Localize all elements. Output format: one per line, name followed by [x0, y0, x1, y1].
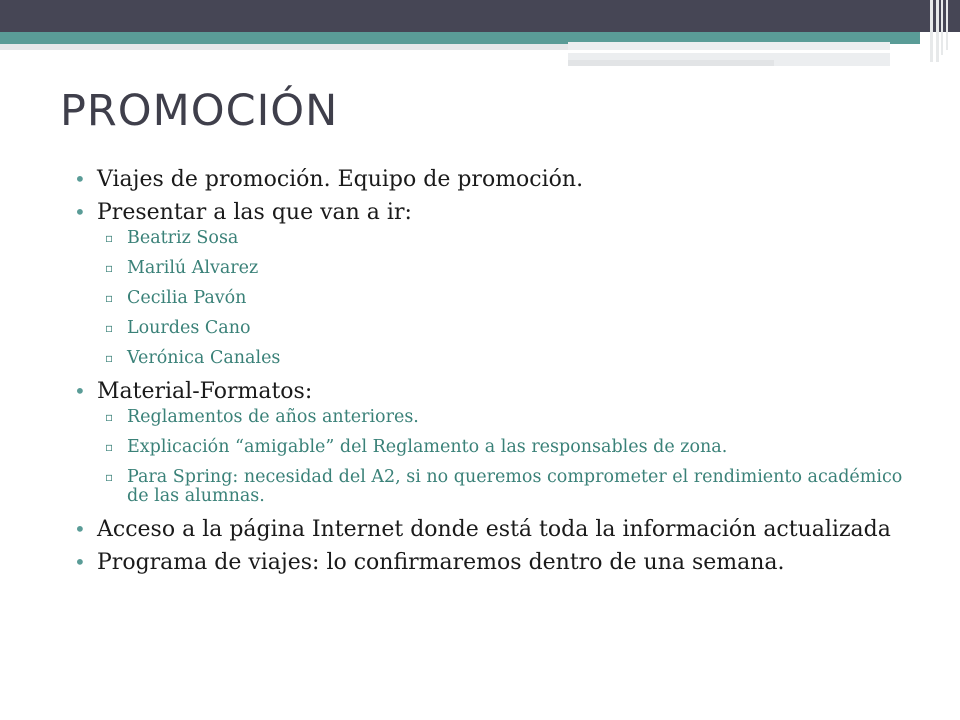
- decor-strip: [0, 44, 570, 50]
- bullet-dot-icon: •: [74, 550, 86, 574]
- sub-list: [74, 229, 904, 368]
- list-item: [74, 550, 904, 575]
- decor-vertical-line: [930, 0, 933, 62]
- bullet-dot-icon: •: [74, 517, 86, 541]
- bullet-square-icon: ▫: [105, 470, 114, 484]
- sub-item-text: Marilú Alvarez: [127, 258, 259, 278]
- sub-item-text: Cecilia Pavón: [127, 288, 247, 308]
- list-item-text: Viajes de promoción. Equipo de promoción.: [97, 167, 584, 192]
- sub-item-text: Lourdes Cano: [127, 318, 251, 338]
- bullet-dot-icon: •: [74, 379, 86, 403]
- sub-list-wrapper: [74, 229, 904, 368]
- header-bar: [0, 0, 960, 32]
- sub-list-item: [74, 468, 904, 506]
- sub-list-item: [74, 319, 904, 338]
- sub-item-text: Reglamentos de años anteriores.: [127, 407, 419, 427]
- sub-list-item: [74, 408, 904, 427]
- decor-vertical-line: [936, 0, 939, 62]
- sub-item-text: Explicación “amigable” del Reglamento a las responsables de zona.: [127, 437, 728, 457]
- bullet-square-icon: ▫: [105, 410, 114, 424]
- bullet-list: [74, 167, 904, 583]
- sub-list: [74, 408, 904, 506]
- decor-line: [568, 50, 890, 53]
- bullet-dot-icon: •: [74, 200, 86, 224]
- list-item-text: Programa de viajes: lo confirmaremos dentro de una semana.: [97, 550, 785, 575]
- decor-strip: [568, 60, 774, 66]
- sub-list-item: [74, 259, 904, 278]
- decor-vertical-line: [946, 0, 948, 50]
- list-item: [74, 517, 904, 542]
- sub-list-wrapper: [74, 408, 904, 506]
- sub-list-item: [74, 229, 904, 248]
- decor-vertical-line: [941, 0, 943, 55]
- list-item-text: Presentar a las que van a ir:: [97, 200, 412, 225]
- bullet-square-icon: ▫: [105, 351, 114, 365]
- list-item: [74, 167, 904, 192]
- list-item-text: Acceso a la página Internet donde está toda la información actualizada: [97, 517, 891, 542]
- bullet-square-icon: ▫: [105, 231, 114, 245]
- bullet-square-icon: ▫: [105, 440, 114, 454]
- list-item: [74, 200, 904, 225]
- sub-list-item: [74, 289, 904, 308]
- list-item: [74, 379, 904, 404]
- bullet-square-icon: ▫: [105, 321, 114, 335]
- sub-item-text: Beatriz Sosa: [127, 228, 239, 248]
- bullet-square-icon: ▫: [105, 291, 114, 305]
- sub-item-text: Verónica Canales: [127, 348, 281, 368]
- list-item-text: Material-Formatos:: [97, 379, 313, 404]
- bullet-dot-icon: •: [74, 167, 86, 191]
- sub-item-text: Para Spring: necesidad del A2, si no queremos comprometer el rendimiento académico de las alumnas.: [127, 467, 903, 506]
- slide-title: PROMOCIÓN: [60, 86, 339, 136]
- sub-list-item: [74, 349, 904, 368]
- sub-list-item: [74, 438, 904, 457]
- bullet-square-icon: ▫: [105, 261, 114, 275]
